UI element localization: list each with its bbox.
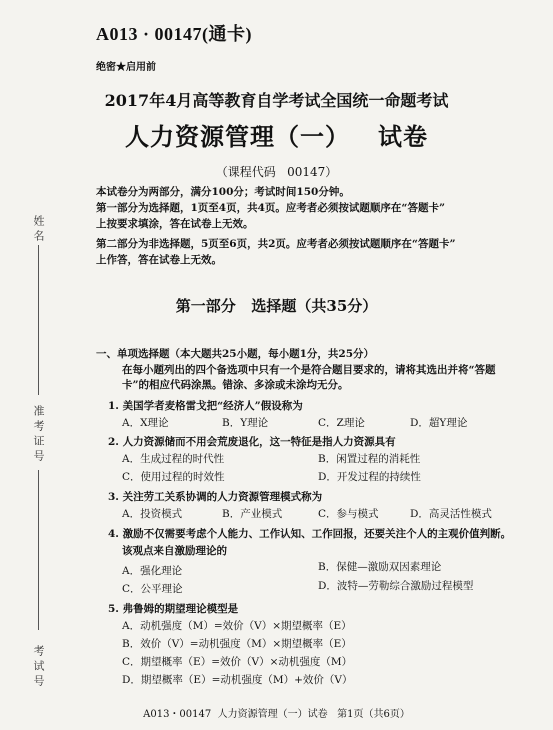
instruction-line: 第二部分为非选择题，5页至6页，共2页。应考者必须按试题顺序在“答题卡” xyxy=(96,238,456,250)
instruction-line: 本试卷分为两部分，满分100分；考试时间150分钟。 xyxy=(96,186,350,198)
section-heading: 一、单项选择题（本大题共25小题，每小题1分，共25分） xyxy=(96,348,375,360)
binding-line xyxy=(38,245,39,395)
question-stem: 2. 人力资源储而不用会荒废退化，这一特征是指人力资源具有 xyxy=(108,436,396,448)
question-stem: 3. 关注劳工关系协调的人力资源管理模式称为 xyxy=(108,491,323,503)
option: D．开发过程的持续性 xyxy=(318,471,421,483)
binding-line xyxy=(38,470,39,630)
instruction-line: 第一部分为选择题，1页至4页，共4页。应考者必须按试题顺序在“答题卡” xyxy=(96,202,445,214)
option: A．动机强度（M）=效价（V）×期望概率（E） xyxy=(122,620,352,632)
question-stem: 4. 激励不仅需要考虑个人能力、工作认知、工作回报，还要关注个人的主观价值判断。 xyxy=(108,528,512,540)
option: A．生成过程的时代性 xyxy=(122,453,225,465)
option: C．使用过程的时效性 xyxy=(122,471,225,483)
option: D．高灵活性模式 xyxy=(410,508,492,520)
option: D．期望概率（E）=动机强度（M）+效价（V） xyxy=(122,674,353,686)
option: C．参与模式 xyxy=(318,508,379,520)
part-title: 第一部分 选择题（共35分） xyxy=(175,297,378,315)
option: B．产业模式 xyxy=(222,508,283,520)
paper-code: A013 · 00147(通卡) xyxy=(96,24,252,44)
question-stem: 1. 美国学者麦格雷戈把“经济人”假设称为 xyxy=(108,400,303,412)
subject-title: 人力资源管理（一） 试卷 xyxy=(124,122,429,151)
option: B．保健—激励双因素理论 xyxy=(318,561,442,573)
side-label-name: 姓名 xyxy=(32,215,45,245)
side-label-ticket: 准考证号 xyxy=(32,405,45,465)
option: C．Z理论 xyxy=(318,417,365,429)
option: A．投资模式 xyxy=(122,508,183,520)
option: A．强化理论 xyxy=(122,565,183,577)
option: C．期望概率（E）=效价（V）×动机强度（M） xyxy=(122,656,353,668)
page-footer: A013・00147 人力资源管理（一）试卷 第1页（共6页） xyxy=(143,709,410,720)
section-note: 在每小题列出的四个备选项中只有一个是符合题目要求的，请将其选出并将“答题 xyxy=(122,364,496,376)
instruction-line: 上作答，答在试卷上无效。 xyxy=(96,254,222,266)
instruction-line: 上按要求填涂，答在试卷上无效。 xyxy=(96,218,254,230)
side-label-exam-site: 考试号 xyxy=(32,645,45,690)
question-stem: 5. 弗鲁姆的期望理论模型是 xyxy=(108,603,239,615)
exam-title: 2017年4月高等教育自学考试全国统一命题考试 xyxy=(104,91,449,110)
option: D．波特—劳勒综合激励过程模型 xyxy=(318,580,474,592)
option: B．闲置过程的消耗性 xyxy=(318,453,421,465)
question-stem-continued: 该观点来自激励理论的 xyxy=(122,545,227,557)
option: D．超Y理论 xyxy=(410,417,468,429)
option: B．Y理论 xyxy=(222,417,269,429)
section-note: 卡”的相应代码涂黑。错涂、多涂或未涂均无分。 xyxy=(122,379,349,391)
option: A．X理论 xyxy=(122,417,169,429)
option: C．公平理论 xyxy=(122,583,183,595)
option: B．效价（V）=动机强度（M）×期望概率（E） xyxy=(122,638,352,650)
course-code: （课程代码 00147） xyxy=(215,165,338,179)
secrecy-label: 绝密★启用前 xyxy=(96,62,156,73)
